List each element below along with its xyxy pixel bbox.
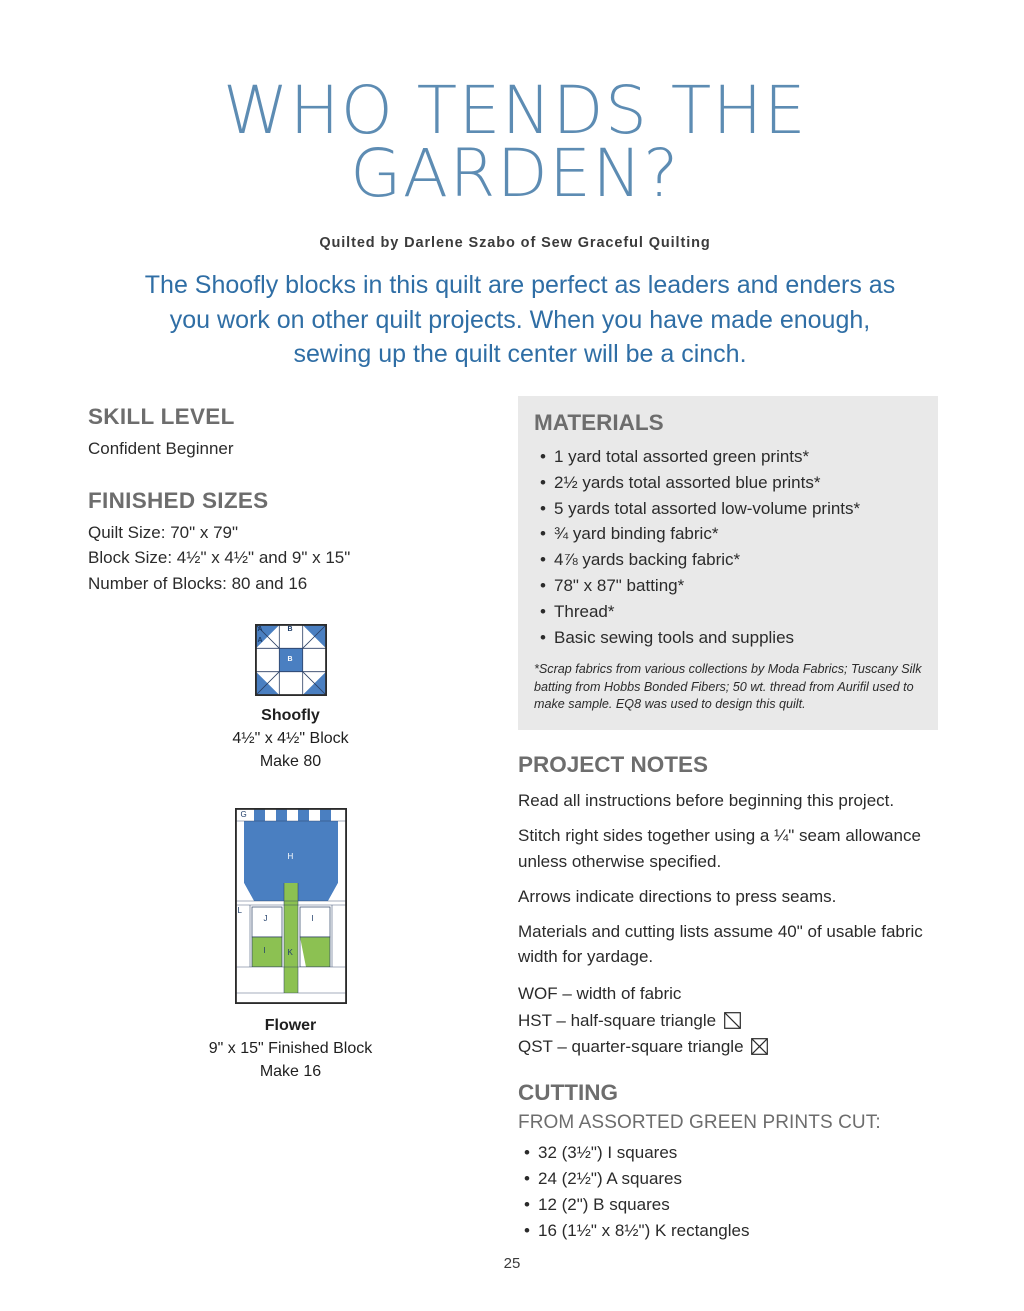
abbreviations-block xyxy=(518,981,938,1060)
flower-block-diagram xyxy=(235,808,347,1004)
skill-level-value: Confident Beginner xyxy=(88,439,234,458)
abbr-hst-text: HST – half-square triangle xyxy=(518,1010,717,1030)
block-size-line: Block Size: 4½" x 4½" and 9" x 15" xyxy=(88,548,351,567)
materials-list xyxy=(534,444,922,651)
abbr-wof xyxy=(518,981,938,1007)
flower-svg xyxy=(236,809,346,1003)
flower-caption-size: 9" x 15" Finished Block xyxy=(208,1039,373,1057)
shoofly-label-a1: A xyxy=(257,626,263,633)
project-note-paragraph: Materials and cutting lists assume 40" of usable fabric width for yardage. xyxy=(518,921,923,967)
project-notes-heading: PROJECT NOTES xyxy=(518,752,709,778)
abbr-qst xyxy=(518,1034,938,1060)
flower-label-g: G xyxy=(240,809,247,819)
list-item: • 5 yards total assorted low-volume prints* xyxy=(554,496,922,522)
byline: Quilted by Darlene Szabo of Sew Graceful Quilting xyxy=(319,235,711,251)
shoofly-block-diagram xyxy=(255,624,327,696)
list-item: • Thread* xyxy=(554,599,922,625)
left-column xyxy=(88,404,493,1083)
project-note-paragraph: Read all instructions before beginning this project. xyxy=(518,791,895,811)
finished-sizes-heading: FINISHED SIZES xyxy=(88,487,269,513)
flower-label-j: J xyxy=(263,913,268,923)
cutting-subheading: FROM ASSORTED GREEN PRINTS CUT: xyxy=(518,1112,881,1134)
list-item: • ¾ yard binding fabric* xyxy=(554,521,922,547)
list-item: • 12 (2") B squares xyxy=(538,1192,938,1218)
flower-label-k: K xyxy=(287,947,293,957)
cutting-list xyxy=(518,1140,938,1243)
flower-block-figure xyxy=(88,808,493,1084)
list-item: • 78" x 87" batting* xyxy=(554,573,922,599)
flower-caption-make: Make 16 xyxy=(259,1062,322,1080)
page-number: 25 xyxy=(503,1255,521,1272)
list-item: • 4⅞ yards backing fabric* xyxy=(554,547,922,573)
quarter-square-triangle-icon xyxy=(751,1038,768,1055)
shoofly-caption-size: 4½" x 4½" Block xyxy=(232,730,349,748)
materials-heading: MATERIALS xyxy=(534,410,664,435)
list-item: • 32 (3½") I squares xyxy=(538,1140,938,1166)
flower-label-h: H xyxy=(287,851,294,861)
shoofly-caption-title: Shoofly xyxy=(261,707,320,724)
flower-label-l: L xyxy=(237,905,242,915)
number-of-blocks-line: Number of Blocks: 80 and 16 xyxy=(88,573,308,593)
cutting-heading: CUTTING xyxy=(518,1080,618,1106)
page-title: WHO TENDS THE GARDEN? xyxy=(222,72,808,212)
list-item: • 1 yard total assorted green prints* xyxy=(554,444,922,470)
abbr-wof-text: WOF – width of fabric xyxy=(518,984,682,1004)
abbr-qst-text: QST – quarter-square triangle xyxy=(518,1036,744,1056)
flower-label-i1: I xyxy=(263,945,266,955)
list-item: • 24 (2½") A squares xyxy=(538,1166,938,1192)
list-item: • Basic sewing tools and supplies xyxy=(554,625,922,651)
quilt-size-line: Quilt Size: 70" x 79" xyxy=(88,522,239,542)
flower-label-i2: I xyxy=(311,913,314,923)
materials-panel xyxy=(518,396,938,730)
skill-level-heading: SKILL LEVEL xyxy=(88,404,235,429)
flower-caption-title: Flower xyxy=(264,1016,317,1034)
abbr-hst xyxy=(518,1008,938,1034)
intro-paragraph: The Shoofly blocks in this quilt are perfect as leaders and enders as you work on other quilt projects. When you have made enough, sewing up the quilt center will be a cinch. xyxy=(144,271,896,368)
half-square-triangle-icon xyxy=(724,1012,741,1029)
project-note-paragraph: Arrows indicate directions to press seams. xyxy=(518,886,837,906)
shoofly-block-figure xyxy=(88,624,493,774)
shoofly-caption-make: Make 80 xyxy=(259,753,322,771)
list-item: • 16 (1½" x 8½") K rectangles xyxy=(538,1218,938,1244)
shoofly-label-b2: B xyxy=(287,656,293,663)
right-column xyxy=(518,396,938,1244)
shoofly-label-a2: A xyxy=(257,637,263,644)
shoofly-label-b1: B xyxy=(287,626,293,633)
list-item: • 2½ yards total assorted blue prints* xyxy=(554,470,922,496)
project-note-paragraph: Stitch right sides together using a ¼" seam allowance unless otherwise specified. xyxy=(518,826,921,871)
materials-footnote: *Scrap fabrics from various collections by Moda Fabrics; Tuscany Silk batting from Hobbs Bonded Fibers; 50 wt. thread from Aurifil used to make sample. EQ8 was used to design this quilt. xyxy=(534,661,922,712)
